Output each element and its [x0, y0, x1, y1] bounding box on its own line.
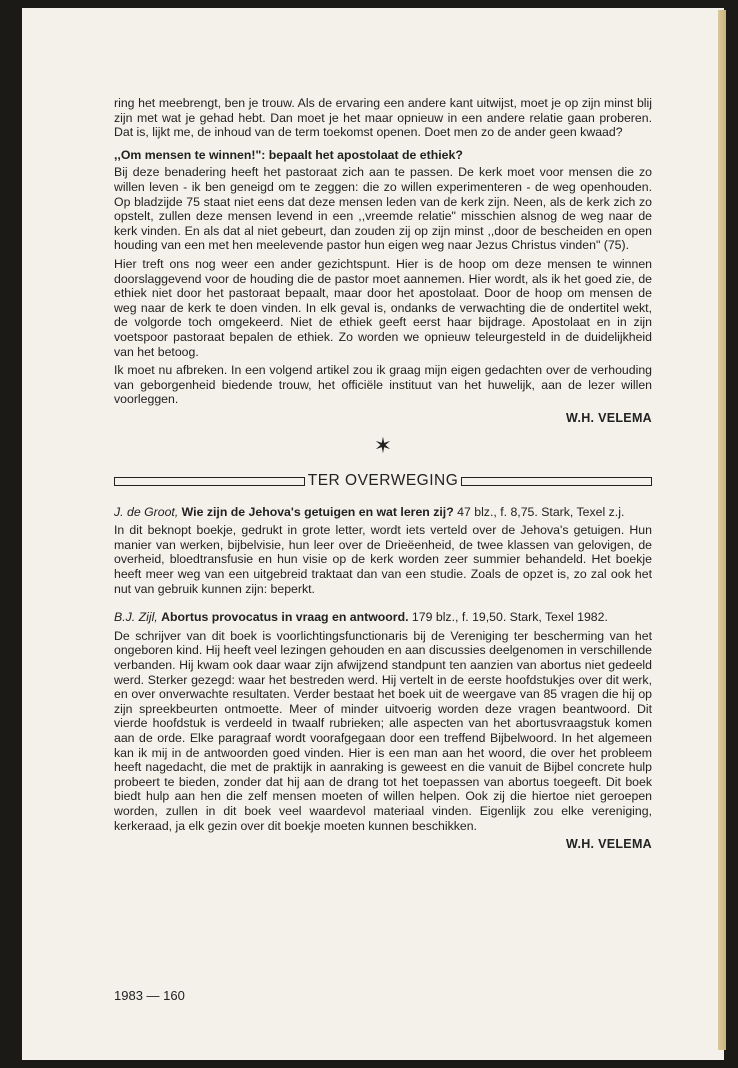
review-reference	[114, 505, 652, 520]
section-signature: W.H. VELEMA	[566, 837, 652, 852]
banner-bar-right	[461, 477, 652, 486]
review-title: Abortus provocatus in vraag en antwoord.	[161, 610, 409, 625]
article-paragraph: Hier treft ons nog weer een ander gezichtspunt. Hier is de hoop om deze mensen te winnen doorslaggevend voor de houding die de pastor moet aannemen. Hier wordt, als ik het goed zie, de ethiek niet door het pastoraat bepaalt, maar door het apostolaat. Door de hoop om mensen de weg naar de kerk te doen vinden. In elk geval is, ondanks de verwachting die de ondertitel wekt, de volgorde toch omgekeerd. Niet de ethiek geeft eerst haar bijdrage. Apostolaat en in zijn voetspoor pastoraat bepalen de ethiek. Zo worden we opnieuw teleurgesteld in de duidelijkheid van het betoog.	[114, 256, 652, 359]
review-body: De schrijver van dit boek is voorlichtingsfunctionaris bij de Vereniging ter bescherming van het ongeboren kind. Hij heeft veel lezingen gehouden en aan discussies deelgenomen in verschillende verbanden. Hij kwam ook daar waar zijn afwijzend standpunt ten aanzien van abortus niet gedeeld werd. Sterker gezegd: waar het bestreden werd. Hij vertelt in de eerste hoofdstukjes over dit werk, en over onverwachte resultaten. Verder bestaat het boek uit de weergave van 85 vragen die hij op zijn spreekbeurten ontmoette. Meer of minder uitvoerig worden deze vragen beantwoord. Dit vierde hoofdstuk is verdeeld in twaalf rubrieken; alle aspecten van het abortusvraagstuk komen aan de orde. Elke paragraaf wordt voorafgegaan door een treffend Bijbelwoord. In het algemeen kan ik mij in de antwoorden goed vinden. Hier is een man aan het woord, die over het probleem heeft nagedacht, die met de praktijk in aanraking is geweest en die vanuit de Bijbel concrete hulp probeert te bieden, zonder dat hij aan de drang tot het toepassen van abortus toegeeft. Dit boek biedt hulp aan hen die zelf mensen moeten of willen helpen. Ook zij die hiertoe niet geroepen worden, zullen in dit boek veel waardevol materiaal vinden. Eigenlijk zou elke vereniging, kerkeraad, ja elk gezin over dit boekje moeten kunnen beschikken.	[114, 628, 652, 833]
page-edge	[718, 10, 726, 1050]
article-paragraph: Bij deze benadering heeft het pastoraat zich aan te passen. De kerk moet voor mensen die zo willen leven - ik ben geneigd om te zeggen: die zo willen experimenteren - de weg openhouden. Op bladzijde 75 staat niet eens dat deze mensen leden van de kerk zijn. Neen, als de kerk zich zo opstelt, zullen deze mensen levend in een ,,vreemde relatie" misschien alsnog de weg naar de kerk vinden. En als dat al niet gebeurt, dan zouden zij op zijn minst ,,door de bescheiden en open houding van een met hen meelevende pastor hun eigen weg naar Jezus Christus vinden" (75).	[114, 165, 652, 253]
review-item	[114, 505, 652, 597]
article-heading: ,,Om mensen te winnen!": bepaalt het apostolaat de ethiek?	[114, 147, 463, 162]
review-item	[114, 610, 652, 833]
article-signature: W.H. VELEMA	[566, 410, 652, 425]
banner-bar-left	[114, 477, 305, 486]
star-separator-icon: ✶	[373, 433, 393, 459]
section-banner	[114, 474, 652, 489]
article-paragraph: ring het meebrengt, ben je trouw. Als de ervaring een andere kant uitwijst, moet je op zijn minst blij zijn met wat je gehad hebt. Dan moet je het maar opnieuw in een andere relatie gaan proberen. Dat is, lijkt me, de inhoud van de term toekomst openen. Doet men zo de ander geen kwaad?	[114, 96, 652, 140]
review-author: B.J. Zijl,	[114, 610, 158, 625]
review-title: Wie zijn de Jehova's getuigen en wat leren zij?	[181, 504, 454, 519]
review-details: 179 blz., f. 19,50. Stark, Texel 1982.	[408, 610, 608, 625]
page-number: 1983 — 160	[114, 988, 185, 1003]
section-title: TER OVERWEGING	[307, 472, 459, 490]
article-paragraph: Ik moet nu afbreken. In een volgend artikel zou ik graag mijn eigen gedachten over de verhouding van geborgenheid biedende trouw, het officiële instituut van het huwelijk, aan de lezer willen voorleggen.	[114, 363, 652, 407]
review-details: 47 blz., f. 8,75. Stark, Texel z.j.	[453, 504, 625, 519]
review-author: J. de Groot,	[114, 504, 179, 519]
page-content	[114, 96, 652, 852]
review-reference	[114, 610, 652, 625]
review-body: In dit beknopt boekje, gedrukt in grote letter, wordt iets verteld over de Jehova's getuigen. Hun manier van werken, bijbelvisie, hun leer over de Drieëenheid, de twee klassen van gelovigen, de overheid, bloedtransfusie en hun visie op de kerk worden zeer summier behandeld. Het boekje heeft meer weg van een uitgebreid traktaat dan van een studie. Zoals de opzet is, zo zal ook het nut van gebruik kunnen zijn: beperkt.	[114, 523, 652, 596]
